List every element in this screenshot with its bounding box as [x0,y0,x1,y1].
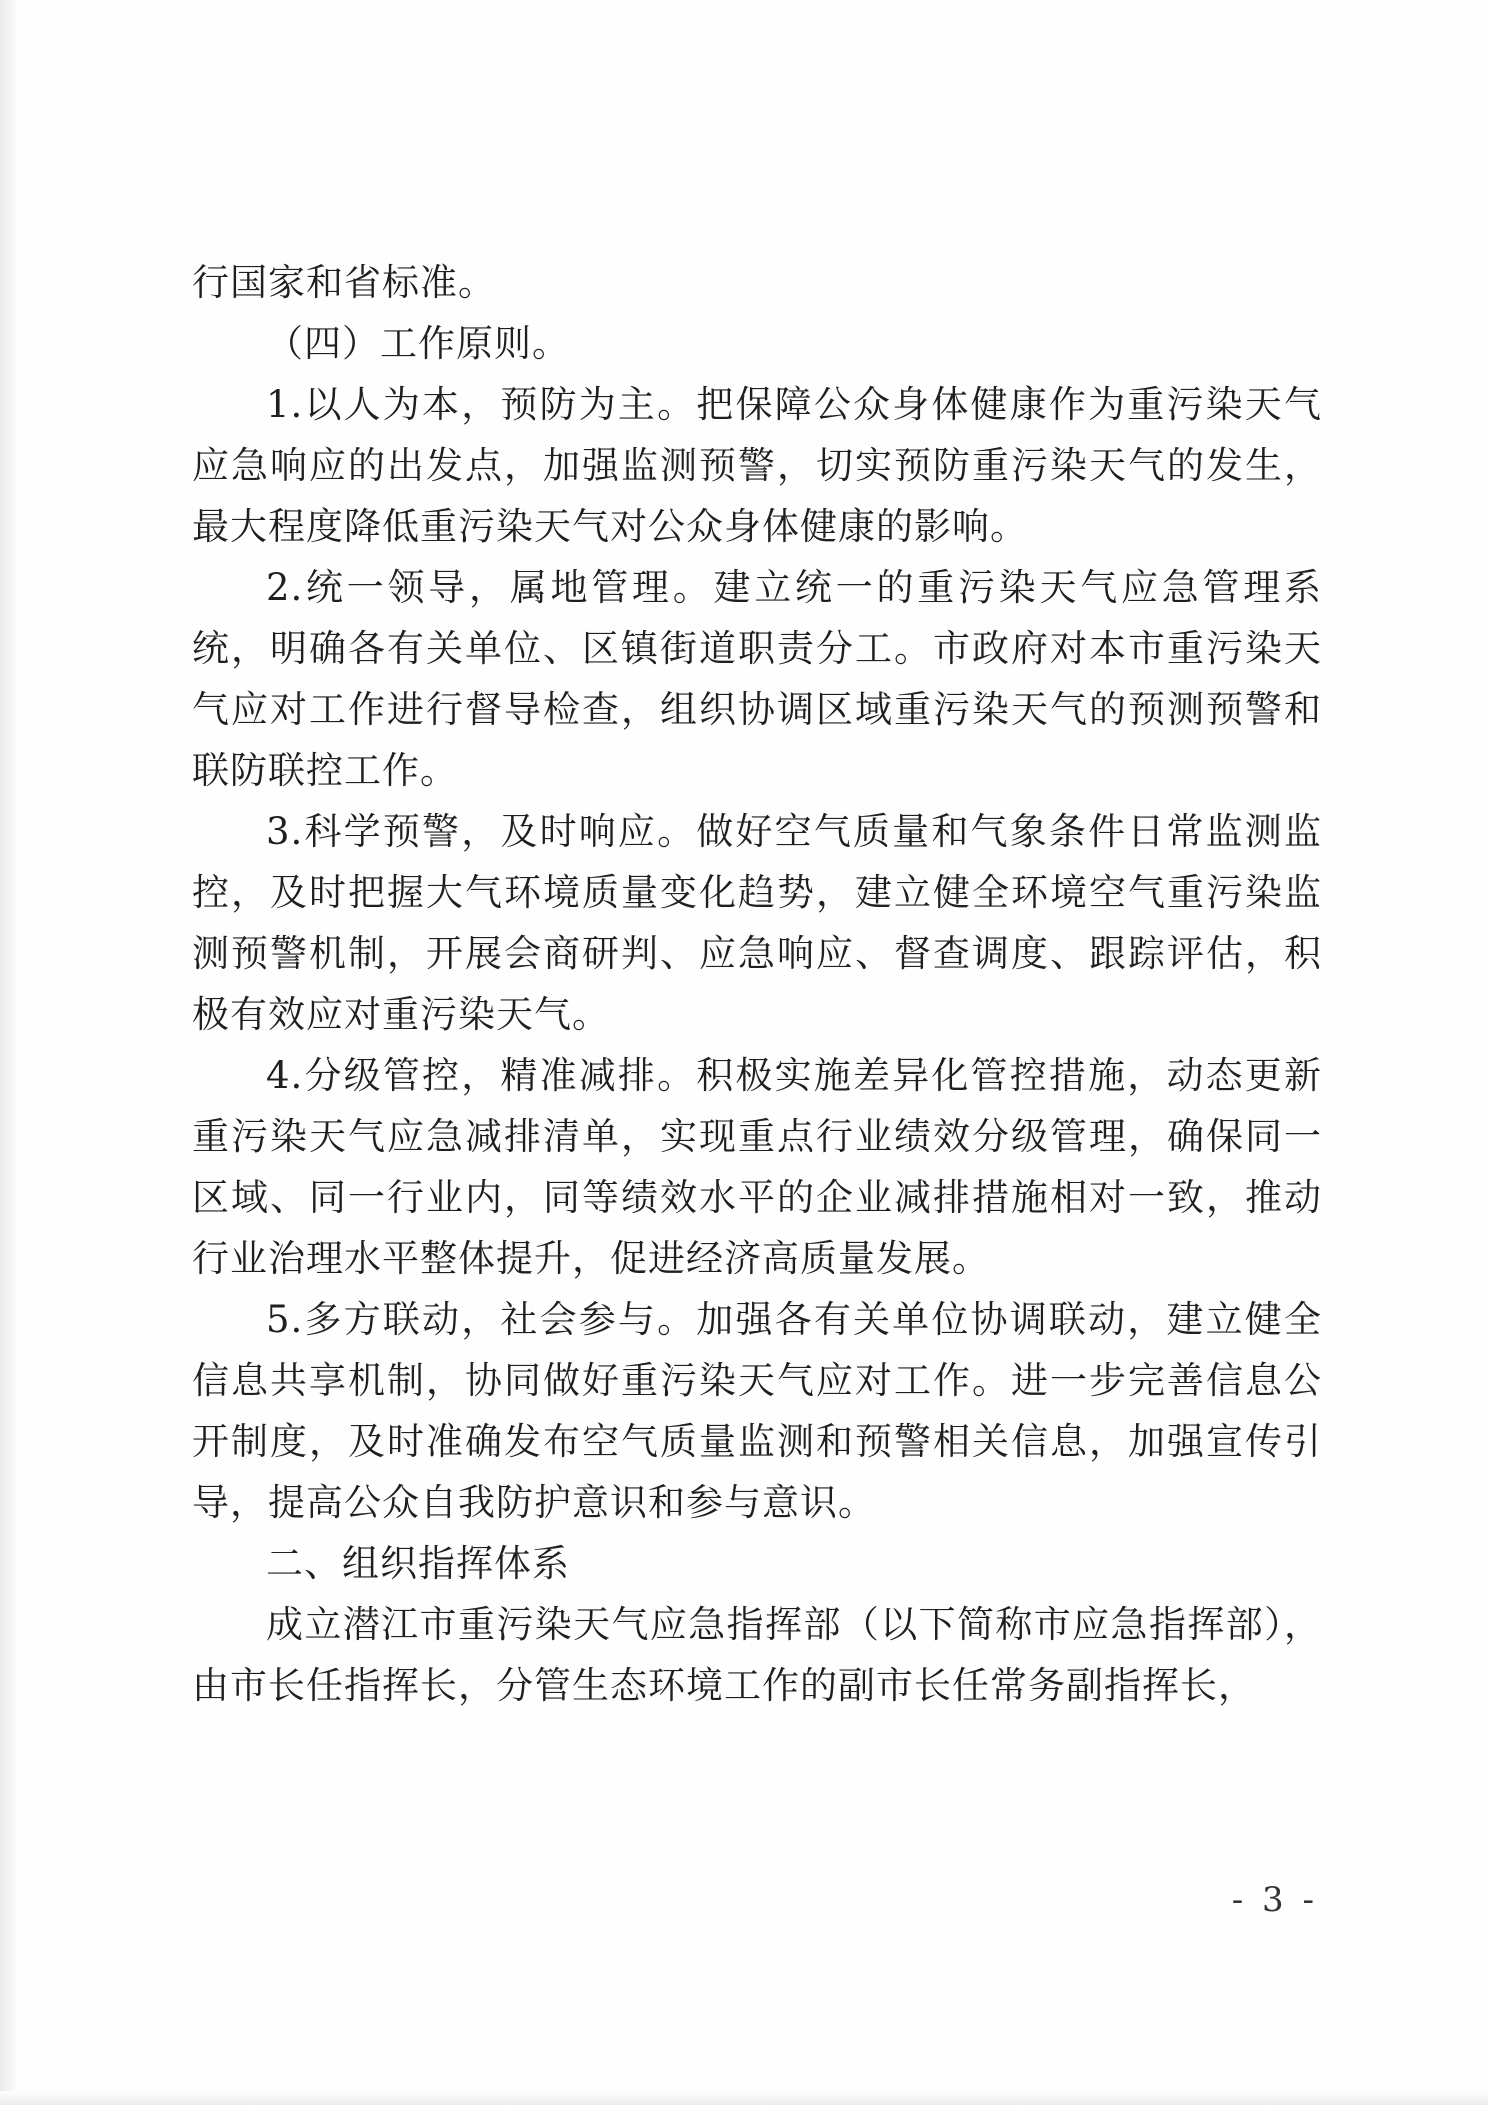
section-heading-command-system: 二、组织指挥体系 [266,1542,570,1585]
scan-edge-bottom [0,2091,1488,2105]
section-title-work-principles: （四）工作原则。 [266,322,570,365]
paragraph-continuation: 行国家和省标准。 [192,261,496,304]
paragraph-command-headquarters: 成立潜江市重污染天气应急指挥部（以下简称市应急指挥部），由市长任指挥长，分管生态环境工作的副市长任常务副指挥长， [192,1603,1322,1707]
principle-3: 3.科学预警，及时响应。做好空气质量和气象条件日常监测监控，及时把握大气环境质量变化趋势，建立健全环境空气重污染监测预警机制，开展会商研判、应急响应、督查调度、跟踪评估，积极有效应对重污染天气。 [192,810,1322,1036]
page-number: - 3 - [1231,1880,1318,1920]
scan-edge-left [0,0,18,2105]
principle-1: 1.以人为本，预防为主。把保障公众身体健康作为重污染天气应急响应的出发点，加强监测预警，切实预防重污染天气的发生，最大程度降低重污染天气对公众身体健康的影响。 [192,383,1322,548]
principle-5: 5.多方联动，社会参与。加强各有关单位协调联动，建立健全信息共享机制，协同做好重污染天气应对工作。进一步完善信息公开制度，及时准确发布空气质量监测和预警相关信息，加强宣传引导，提高公众自我防护意识和参与意识。 [192,1298,1322,1524]
document-body [192,252,1322,1716]
principle-4: 4.分级管控，精准减排。积极实施差异化管控措施，动态更新重污染天气应急减排清单，实现重点行业绩效分级管理，确保同一区域、同一行业内，同等绩效水平的企业减排措施相对一致，推动行业治理水平整体提升，促进经济高质量发展。 [192,1054,1322,1280]
principle-2: 2.统一领导，属地管理。建立统一的重污染天气应急管理系统，明确各有关单位、区镇街道职责分工。市政府对本市重污染天气应对工作进行督导检查，组织协调区域重污染天气的预测预警和联防联控工作。 [192,566,1322,792]
